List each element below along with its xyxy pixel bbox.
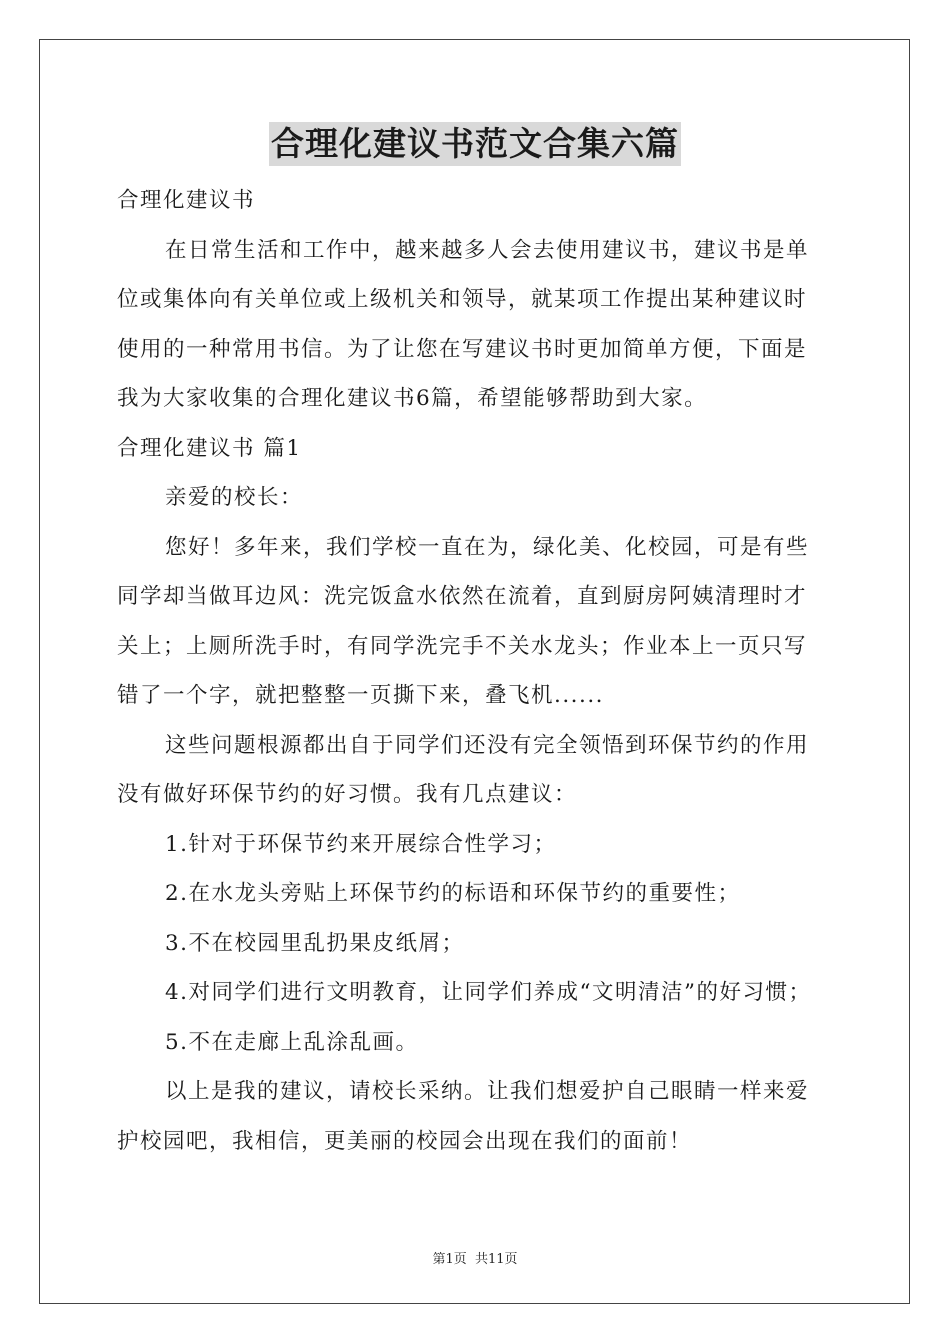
text-line: 合理化建议书 篇1 — [117, 435, 302, 461]
text-line: 关上；上厕所洗手时，有同学洗完手不关水龙头；作业本上一页只写 — [117, 633, 808, 659]
document-body — [117, 176, 837, 1166]
page-total: 共11页 — [474, 1252, 518, 1267]
text-line: 亲爱的校长： — [165, 485, 304, 510]
text-line: 我为大家收集的合理化建议书6篇，希望能够帮助到大家。 — [117, 386, 708, 411]
text-line: 1.针对于环保节约来开展综合性学习； — [165, 831, 557, 857]
text-line: 5.不在走廊上乱涂乱画。 — [165, 1029, 419, 1055]
text-line: 4.对同学们进行文明教育，让同学们养成“文明清洁”的好习惯； — [165, 980, 812, 1005]
text-line: 3.不在校园里乱扔果皮纸屑； — [165, 930, 465, 956]
title-container — [0, 122, 950, 166]
text-line: 错了一个字，就把整整一页撕下来，叠飞机...... — [117, 683, 605, 708]
text-line: 这些问题根源都出自于同学们还没有完全领悟到环保节约的作用 — [165, 732, 810, 758]
text-line: 使用的一种常用书信。为了让您在写建议书时更加简单方便，下面是 — [117, 336, 808, 362]
text-line: 没有做好环保节约的好习惯。我有几点建议： — [117, 782, 578, 807]
text-line: 以上是我的建议，请校长采纳。让我们想爱护自己眼睛一样来爱 — [165, 1079, 810, 1104]
text-line: 护校园吧，我相信，更美丽的校园会出现在我们的面前！ — [117, 1128, 693, 1154]
text-line: 2.在水龙头旁贴上环保节约的标语和环保节约的重要性； — [165, 881, 741, 906]
text-line: 您好！多年来，我们学校一直在为，绿化美、化校园，可是有些 — [165, 534, 810, 560]
text-line: 位或集体向有关单位或上级机关和领导，就某项工作提出某种建议时 — [117, 287, 808, 312]
text-line: 合理化建议书 — [117, 188, 256, 213]
page-footer — [0, 1248, 950, 1267]
text-line: 在日常生活和工作中，越来越多人会去使用建议书，建议书是单 — [165, 237, 810, 263]
document-title: 合理化建议书范文合集六篇 — [269, 122, 681, 166]
text-line: 同学却当做耳边风：洗完饭盒水依然在流着，直到厨房阿姨清理时才 — [117, 584, 808, 609]
page-number: 第1页 — [432, 1252, 467, 1267]
